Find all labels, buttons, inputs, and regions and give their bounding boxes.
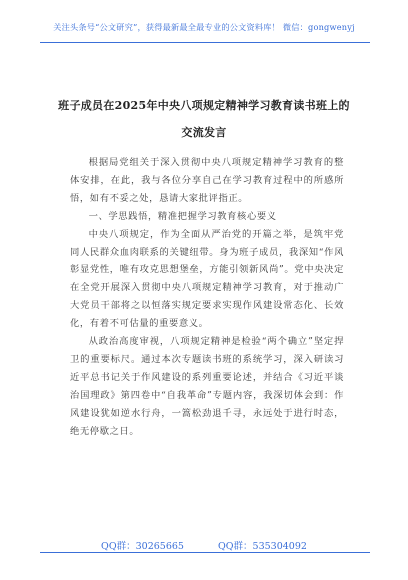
footer-divider xyxy=(40,552,370,553)
footer xyxy=(0,538,408,552)
document-title-line-1: 班子成员在2025年中央八项规定精神学习教育读书班上的 xyxy=(58,99,350,112)
paragraph-intro: 根据局党组关于深入贯彻中央八项规定精神学习教育的整体安排，在此，我与各位分享自己在学习教育过程中的所感所悟，如有不妥之处，恳请大家批评指正。 xyxy=(70,157,344,204)
paragraph-2: 中央八项规定，作为全面从严治党的开篇之举，是筑牢党同人民群众血肉联系的关键纽带。身为班子成员，我深知“作风彰显党性，唯有攻克思想堡垒，方能引领新风尚”。党中央决定在全党开展深入贯彻中央八项规定精神学习教育，对于推动广大党员干部将之以恒落实规定要求实现作风建设常态化、长效化，有着不可估量的重要意义。 xyxy=(70,228,344,330)
footer-qq-group-2: QQ群：535304092 xyxy=(217,541,307,552)
header-divider xyxy=(40,42,370,43)
document-title-line-2: 交流发言 xyxy=(181,126,227,139)
paragraph-3: 从政治高度审视，八项规定精神是检验“两个确立”坚定捍卫的重要标尺。通过本次专题读书班的系统学习，深入研读习近平总书记关于作风建设的系列重要论述，并结合《习近平谈治国理政》第四卷中“自我革命”专题内容，我深切体会到：作风建设犹如逆水行舟，一篙松劲退千寻，永远处于进行时态，绝无停歇之日。 xyxy=(70,336,344,437)
header-banner: 关注头条号“公文研究”，获得最新最全最专业的公文资料库！ 微信：gongwenyj xyxy=(53,22,355,32)
document-body xyxy=(70,154,344,441)
footer-qq-group-1: QQ群：30265665 xyxy=(101,541,184,552)
section-heading-1: 一、学思践悟，精准把握学习教育核心要义 xyxy=(88,210,277,222)
